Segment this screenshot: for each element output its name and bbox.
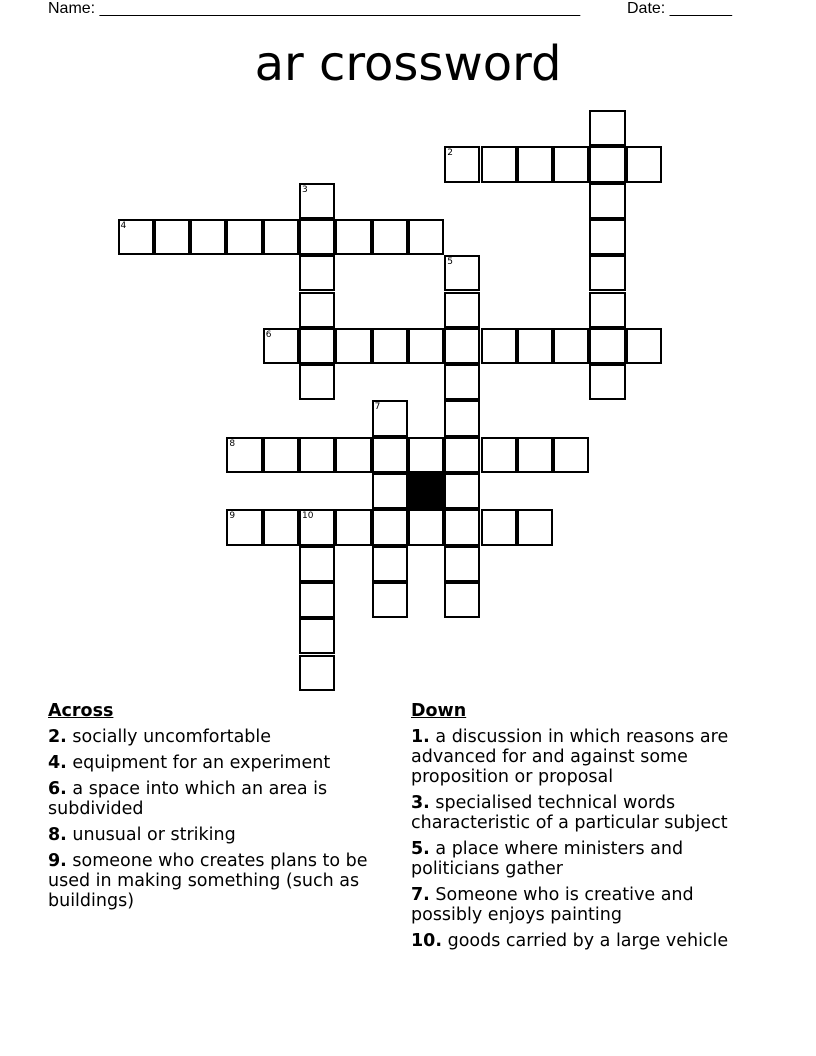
clue-number: 10. [411,931,443,951]
grid-cell[interactable] [481,437,517,473]
grid-cell[interactable] [444,546,480,582]
grid-cell[interactable] [408,437,444,473]
grid-cell[interactable] [589,219,625,255]
grid-cell[interactable] [481,328,517,364]
grid-cell[interactable] [372,509,408,545]
grid-cell[interactable] [589,292,625,328]
grid-cell[interactable] [589,110,625,146]
grid-cell[interactable] [263,328,299,364]
grid-cell[interactable] [444,146,480,182]
clue-number: 4. [48,753,67,773]
clue-text: someone who creates plans to be used in making something (such as buildings) [48,851,368,911]
grid-cell[interactable] [517,437,553,473]
clue-text: a place where ministers and politicians gather [411,839,684,879]
across-clue [48,753,393,773]
clue-text: a space into which an area is subdivided [48,779,328,819]
clue-text: unusual or striking [72,825,236,845]
down-clue [411,931,761,951]
grid-cell[interactable] [589,255,625,291]
down-clue [411,885,761,925]
across-clues [48,700,393,917]
clue-number: 7. [411,885,430,905]
grid-cell[interactable] [517,328,553,364]
across-clue [48,851,393,911]
grid-cell[interactable] [444,509,480,545]
grid-cell[interactable] [517,146,553,182]
grid-cell[interactable] [335,219,371,255]
grid-cell[interactable] [299,255,335,291]
grid-cell[interactable] [299,437,335,473]
grid-cell[interactable] [372,219,408,255]
clue-number: 2. [48,727,67,747]
grid-cell[interactable] [372,473,408,509]
grid-cell[interactable] [626,328,662,364]
grid-cell[interactable] [118,219,154,255]
grid-cell[interactable] [226,219,262,255]
grid-cell[interactable] [263,219,299,255]
page-title: ar crossword [254,36,562,92]
cell-number: 8 [229,438,236,449]
across-clue [48,779,393,819]
cell-number: 5 [447,257,453,268]
grid-cell[interactable] [335,328,371,364]
grid-cell[interactable] [481,509,517,545]
grid-cell[interactable] [444,292,480,328]
down-clue [411,793,761,833]
grid-cell[interactable] [372,546,408,582]
name-field-label: Name: ______________________________________________________ [48,0,581,17]
grid-cell[interactable] [299,364,335,400]
grid-cell[interactable] [517,509,553,545]
cell-number: 4 [120,220,127,231]
clue-number: 8. [48,825,67,845]
grid-cell[interactable] [589,364,625,400]
cell-number: 6 [265,329,272,340]
grid-cell[interactable] [299,219,335,255]
clue-text: socially uncomfortable [72,727,272,747]
down-clues [411,700,761,957]
grid-cell[interactable] [299,546,335,582]
grid-cell[interactable] [589,183,625,219]
grid-cell[interactable] [263,437,299,473]
grid-cell[interactable] [444,473,480,509]
grid-cell[interactable] [190,219,226,255]
clue-number: 3. [411,793,430,813]
grid-cell[interactable] [481,146,517,182]
grid-cell[interactable] [408,219,444,255]
grid-cell[interactable] [372,400,408,436]
clue-text: goods carried by a large vehicle [447,931,729,951]
grid-cell[interactable] [444,255,480,291]
across-heading: Across [48,701,114,721]
clue-text: Someone who is creative and possibly enjoys painting [411,885,694,925]
grid-cell[interactable] [299,292,335,328]
clue-text: equipment for an experiment [72,753,331,773]
grid-cell[interactable] [299,183,335,219]
clue-text: a discussion in which reasons are advanced for and against some proposition or proposal [411,727,729,787]
grid-cell[interactable] [335,509,371,545]
grid-cell[interactable] [408,509,444,545]
clue-number: 5. [411,839,430,859]
down-clue [411,727,761,787]
across-clue [48,825,393,845]
grid-cell[interactable] [444,328,480,364]
grid-cell[interactable] [444,400,480,436]
grid-cell[interactable] [372,437,408,473]
clue-number: 9. [48,851,67,871]
clue-number: 1. [411,727,430,747]
cell-number: 10 [302,511,314,522]
cell-number: 3 [302,184,308,195]
grid-cell[interactable] [408,328,444,364]
grid-cell[interactable] [444,437,480,473]
grid-cell[interactable] [299,618,335,654]
grid-cell[interactable] [589,146,625,182]
down-heading: Down [411,701,467,721]
grid-cell[interactable] [553,146,589,182]
grid-cell[interactable] [553,328,589,364]
grid-cell[interactable] [299,509,335,545]
grid-cell[interactable] [299,328,335,364]
grid-cell[interactable] [444,364,480,400]
down-clue [411,839,761,879]
grid-cell[interactable] [626,146,662,182]
blocked-cell [408,473,444,509]
across-clue [48,727,393,747]
grid-cell[interactable] [589,328,625,364]
grid-cell[interactable] [335,437,371,473]
clue-number: 6. [48,779,67,799]
grid-cell[interactable] [299,655,335,691]
grid-cell[interactable] [444,582,480,618]
grid-cell[interactable] [226,437,262,473]
cell-number: 2 [447,148,453,159]
grid-cell[interactable] [154,219,190,255]
grid-cell[interactable] [372,582,408,618]
date-field-label: Date: _______ [627,0,732,17]
grid-cell[interactable] [372,328,408,364]
clue-text: specialised technical words characteristic of a particular subject [411,793,728,833]
grid-cell[interactable] [263,509,299,545]
grid-cell[interactable] [299,582,335,618]
grid-cell[interactable] [553,437,589,473]
cell-number: 7 [374,402,381,413]
cell-number: 9 [229,511,236,522]
grid-cell[interactable] [226,509,262,545]
